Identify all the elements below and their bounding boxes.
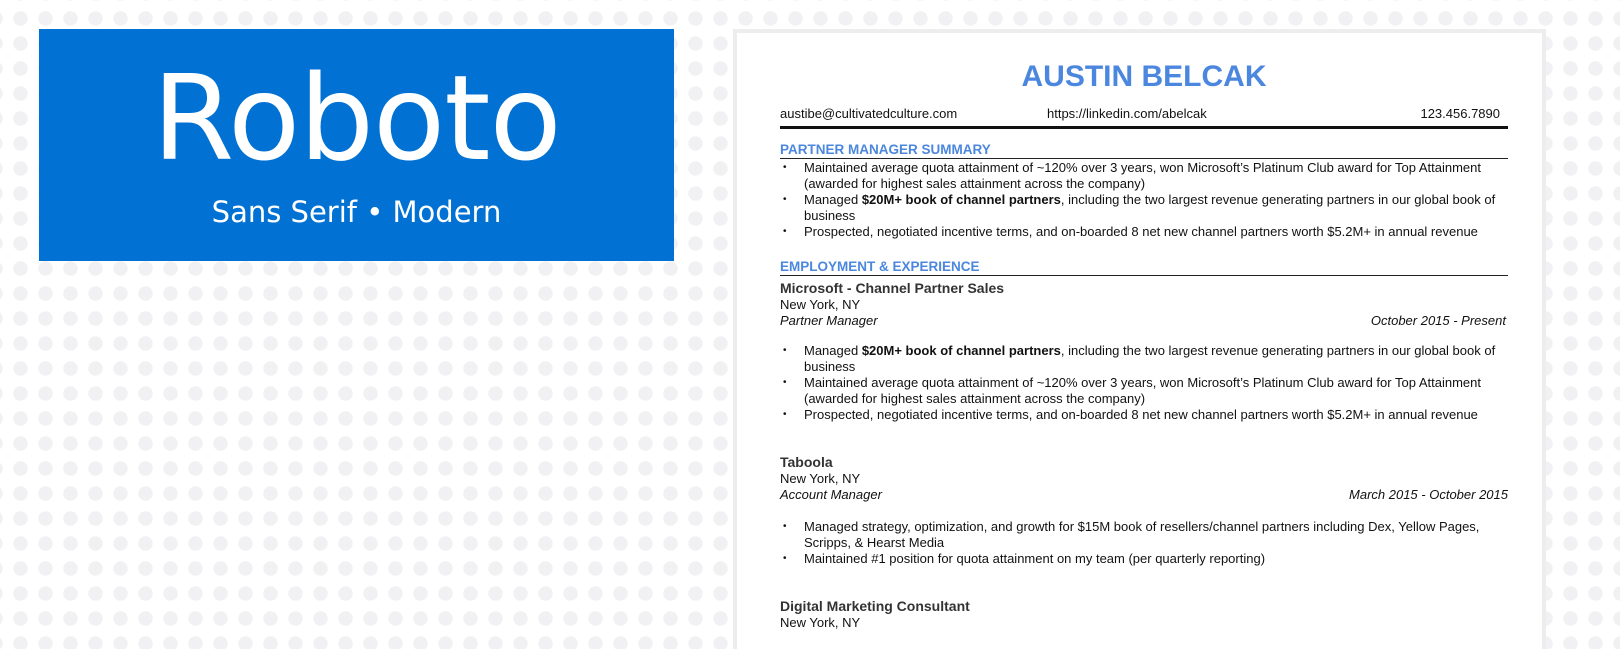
job-company: Microsoft - Channel Partner Sales <box>780 280 1005 296</box>
job-bullets <box>780 519 1508 567</box>
contact-linkedin: https://linkedin.com/abelcak <box>1047 106 1207 121</box>
summary-section-title: PARTNER MANAGER SUMMARY <box>780 142 1508 159</box>
resume-name: AUSTIN BELCAK <box>1021 60 1267 93</box>
job-role: Account Manager <box>780 487 882 502</box>
job-bullets <box>780 343 1508 423</box>
job-bullet: • Managed strategy, optimization, and growth for $15M book of resellers/channel partners including Dex, Yellow Pages, Scripps, & Hearst Media <box>780 519 1508 551</box>
font-tags: Sans Serif • Modern <box>211 195 502 229</box>
job-location: New York, NY <box>780 471 861 486</box>
job-role: Partner Manager <box>780 313 878 328</box>
contact-email: austibe@cultivatedculture.com <box>780 106 958 121</box>
job-bullet: • Prospected, negotiated incentive terms, and on-boarded 8 net new channel partners worth $5.2M+ in annual revenue <box>780 407 1508 423</box>
contact-line <box>780 106 1508 129</box>
job-dates: October 2015 - Present <box>1370 313 1506 328</box>
summary-bullet: • Maintained average quota attainment of ~120% over 3 years, won Microsoft’s Platinum Club award for Top Attainment (awarded for highest sales attainment across the company) <box>780 160 1508 192</box>
contact-phone: 123.456.7890 <box>1420 106 1500 121</box>
font-preview-card <box>39 29 674 261</box>
summary-bullet: • Managed $20M+ book of channel partners, including the two largest revenue generating partners in our global book of business <box>780 192 1508 224</box>
job-dates: March 2015 - October 2015 <box>1349 487 1508 502</box>
experience-section-title: EMPLOYMENT & EXPERIENCE <box>780 259 1508 276</box>
job-location: New York, NY <box>780 297 861 312</box>
job-company: Digital Marketing Consultant <box>780 598 970 614</box>
job-bullet: • Maintained #1 position for quota attainment on my team (per quarterly reporting) <box>780 551 1508 567</box>
summary-bullets <box>780 160 1508 240</box>
job-location: New York, NY <box>780 615 861 630</box>
font-name-heading: Roboto <box>152 49 561 187</box>
job-bullet: • Managed $20M+ book of channel partners, including the two largest revenue generating partners in our global book of business <box>780 343 1508 375</box>
summary-bullet: • Prospected, negotiated incentive terms, and on-boarded 8 net new channel partners worth $5.2M+ in annual revenue <box>780 224 1508 240</box>
job-company: Taboola <box>780 454 833 470</box>
job-bullet: • Maintained average quota attainment of ~120% over 3 years, won Microsoft’s Platinum Club award for Top Attainment (awarded for highest sales attainment across the company) <box>780 375 1508 407</box>
